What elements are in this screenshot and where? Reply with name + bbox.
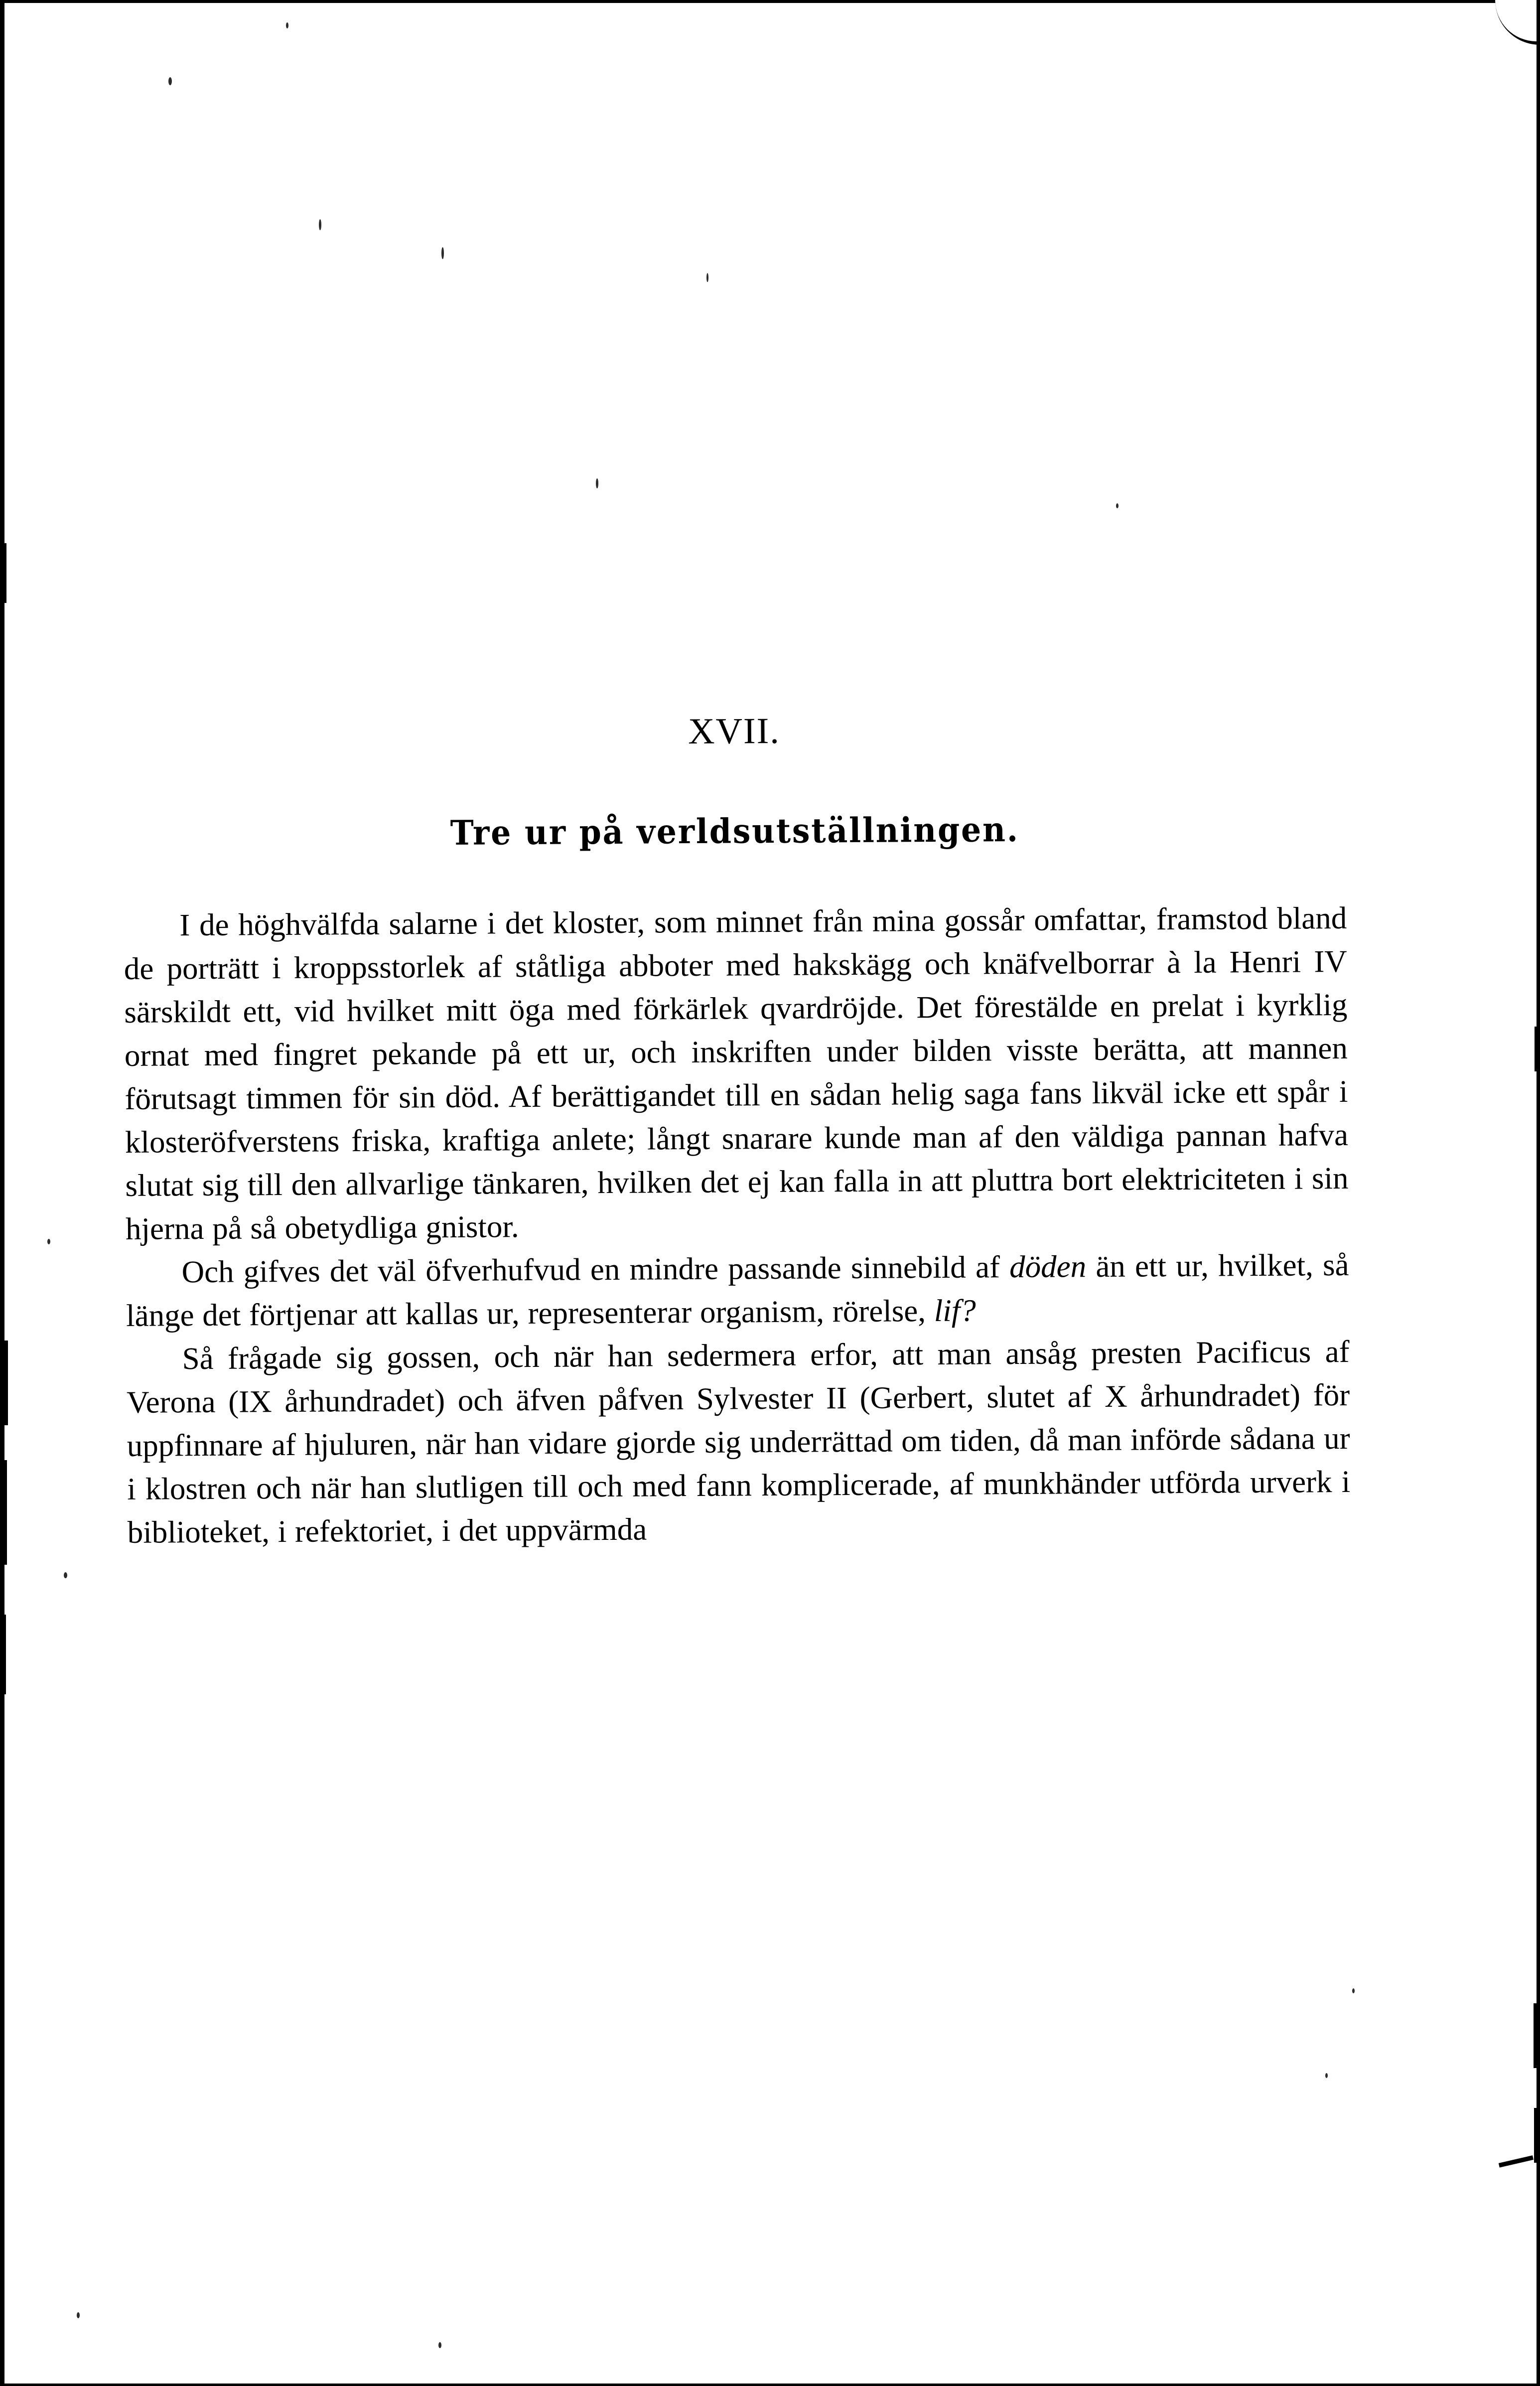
scan-edge-blotch (0, 1615, 6, 1694)
scan-speck (286, 22, 288, 28)
chapter-number: XVII. (688, 710, 781, 752)
scan-speck (64, 1572, 67, 1578)
scan-speck (596, 478, 598, 488)
scan-speck (438, 2342, 441, 2348)
scan-edge-blotch (0, 1341, 8, 1425)
paragraph-2-emphasis-doden: döden (1009, 1249, 1087, 1285)
paragraph-2-emphasis-lif: lif? (934, 1293, 976, 1329)
scan-corner-top-right (1495, 0, 1540, 45)
scan-speck (1116, 503, 1119, 508)
scan-edge-blotch (1535, 1027, 1540, 1071)
scan-speck (441, 247, 444, 259)
paragraph-2-segment-text: Och gifves det väl öfverhufvud en mindre passande sinnebild af (181, 1249, 1010, 1290)
scan-speck (706, 273, 708, 282)
scan-edge-blotch (1534, 2003, 1540, 2068)
scan-speck (168, 77, 172, 85)
scan-edge-left (0, 0, 4, 2386)
scan-edge-top (0, 0, 1540, 3)
paragraph-1: I de höghvälfda salarne i det kloster, som minnet från mina gossår omfattar, framstod bland de porträtt i kroppsstorlek af ståtliga abboter med hakskägg och knäfvelborrar à la Henri IV särskildt ett, vid hvilket mitt öga med förkärlek qvardröjde. Det förestälde en prelat i kyrklig ornat med fingret pekande på ett ur, och inskriften under bilden visste berätta, att mannen förutsagt timmen för sin död. Af berättigandet till en sådan helig saga fans likväl icke ett spår i klosteröfverstens friska, kraftiga anlete; långt snarare kunde man af den väldiga pannan hafva slutat sig till den allvarlige tänkaren, hvilken det ej kan falla in att pluttra bort elektriciteten i sin hjerna på så obetydliga gnistor. (124, 900, 1349, 1246)
scan-edge-bottom (0, 2384, 1540, 2386)
scan-speck (319, 219, 321, 230)
scan-speck (77, 2312, 80, 2318)
scan-edge-right (1537, 0, 1540, 2386)
paragraph-2 (126, 1243, 1349, 1338)
scan-edge-blotch (0, 1460, 7, 1565)
scan-speck (1325, 2073, 1328, 2078)
body-copy (124, 896, 1351, 1554)
chapter-title: Tre ur på verldsutställningen. (450, 809, 1019, 853)
scan-edge-blotch (1534, 2108, 1540, 2163)
margin-ink-stroke (1499, 2155, 1534, 2168)
scan-speck (47, 1239, 50, 1244)
text-block (123, 709, 1351, 1554)
paragraph-3: Så frågade sig gossen, och när han sedermera erfor, att man ansåg presten Pacificus af Verona (IX århundradet) och äfven påfven Sylvester II (Gerbert, slutet af X århundradet) för uppfinnare af hjuluren, när han vidare gjorde sig underrättad om tiden, då man införde sådana ur i klostren och när han slutligen till och med fann komplicerade, af munkhänder utförda urverk i biblioteket, i refektoriet, i det uppvärmda (126, 1334, 1351, 1550)
scan-speck (1352, 1988, 1355, 1993)
paragraph-2-segment-text: än ett ur, hvilket, så länge det förtjenar att kallas ur, representerar organism, rörelse, (126, 1247, 1349, 1333)
scan-edge-blotch (0, 543, 6, 603)
